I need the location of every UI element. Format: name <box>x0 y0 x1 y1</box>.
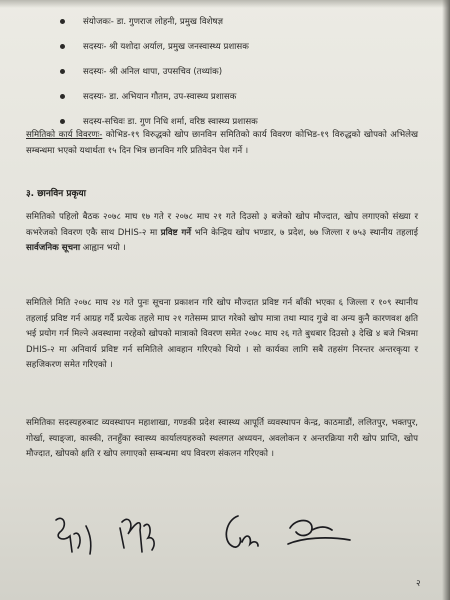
para1-text-b: भनि केन्द्रिय खोप भण्डार, ७ प्रदेश, ७७ जिल्ला र ७५३ स्थानीय तहलाई <box>191 227 418 238</box>
bullet-icon <box>60 119 65 124</box>
para1-bold-a: प्रविष्ट गर्ने <box>160 227 192 238</box>
signature-1 <box>50 512 110 562</box>
member-item <box>60 16 430 41</box>
member-name: डा. अभियान गौतम, उप-स्वास्थ्य प्रशासक <box>109 92 237 102</box>
signature-2 <box>112 508 162 562</box>
member-name: डा. गुण निधि शर्मा, वरिष्ठ स्वास्थ्य प्रशासक <box>127 117 258 127</box>
page-shadow-right <box>442 0 450 600</box>
member-item <box>60 66 430 91</box>
signature-4 <box>282 514 354 554</box>
member-item <box>60 91 430 116</box>
paragraph-first-meeting <box>26 210 418 257</box>
member-name: श्री अनिल थापा, उपसचिव (तथ्यांक) <box>109 67 223 77</box>
page-shadow-top <box>0 0 450 8</box>
member-role: सदस्यः- <box>83 92 107 102</box>
para1-bold-b: सार्वजनिक सूचना <box>26 243 81 253</box>
page-number: २ <box>416 579 421 589</box>
member-item <box>60 41 430 66</box>
signature-3 <box>218 510 262 560</box>
member-name: श्री यशोदा अर्याल, प्रमुख जनस्वास्थ्य प्रशासक <box>109 42 249 52</box>
para1-text-c: आह्वान भयो । <box>80 243 126 253</box>
bullet-icon <box>60 69 65 74</box>
member-role: सदस्यः- <box>83 67 107 77</box>
paragraph-follow-up: समितिले मिति २०७८ माघ २४ गते पुनः सूचना प्रकाशन गरि खोप मौज्दात प्रविष्ट गर्न बाँकी भएका ६ जिल्ला र १०९ स्थानीय तहलाई प्रविष्ट गर्न आग्रह गर्दै प्रत्येक तहले माघ २१ गतेसम्म प्राप्त गरेको खोप मात्रा तथा म्याद गुज्रे वा अन्य कुनै कारणवश क्षति भई प्रयोग गर्न मिल्ने अवस्थामा नरहेको खोपको मात्राको विवरण समेत २०७८ माघ २६ गते बुधबार दिउसो ३ देखि ४ बजे भित्रमा DHIS-२ मा अनिवार्य प्रविष्ट गर्न समितिले आवहान गरिएको थियो । सो कार्यका लागि सबै तहसंग निरन्तर अन्तरकृया र सहजिकरण समेत गरिएको । <box>26 298 418 370</box>
member-name: डा. गुणराज लोहनी, प्रमुख विशेषज्ञ <box>116 17 223 27</box>
bullet-icon <box>60 94 65 99</box>
scope-text: कोभिड-१९ विरुद्धको खोप छानविन समितिको कार्य विवरण कोभिड-१९ विरुद्धको खोपको अभिलेख सम्बन्धमा भएको यथार्थता १५ दिन भित्र छानविन गरि प्रतिवेदन पेश गर्ने । <box>26 130 418 156</box>
section-title: ३. छानविन प्रकृया <box>26 189 86 199</box>
scope-paragraph <box>26 128 418 159</box>
member-role: सदस्य-सचिवः <box>83 117 125 127</box>
member-role: सदस्यः- <box>83 42 107 52</box>
bullet-icon <box>60 19 65 24</box>
signature-area <box>50 508 430 568</box>
para1-text-a: समितिको पहिलो बैठक २०७८ माघ १७ गते र २०७८ माघ २१ गते दिउसो ३ बजेको खोप मौज्दात, खोप लगाएको संख्या र कभरेजको विवरण एकै साथ DHIS-२ मा <box>26 212 418 238</box>
member-role: संयोजकः- <box>83 17 114 27</box>
bullet-icon <box>60 44 65 49</box>
paragraph-field-study: समितिका सदस्यहरुबाट व्यवस्थापन महाशाखा, गण्डकी प्रदेश स्वास्थ्य आपूर्ति व्यवस्थापन केन्द्र, काठमाडौं, ललितपुर, भक्तपुर, गोर्खा, स्याङ्जा, कास्की, तनहुँका स्वास्थ्य कार्यालयहरुको स्थलगत अध्ययन, अवलोकन र अन्तरक्रिया गरी खोप प्राप्ति, खोप मौज्दात, खोपको क्षति र खोप लगाएको सम्बन्धमा थप विवरण संकलन गरिएको । <box>26 418 418 459</box>
committee-member-list <box>60 16 430 141</box>
scope-label: समितिको कार्य विवरणः- <box>26 130 103 140</box>
